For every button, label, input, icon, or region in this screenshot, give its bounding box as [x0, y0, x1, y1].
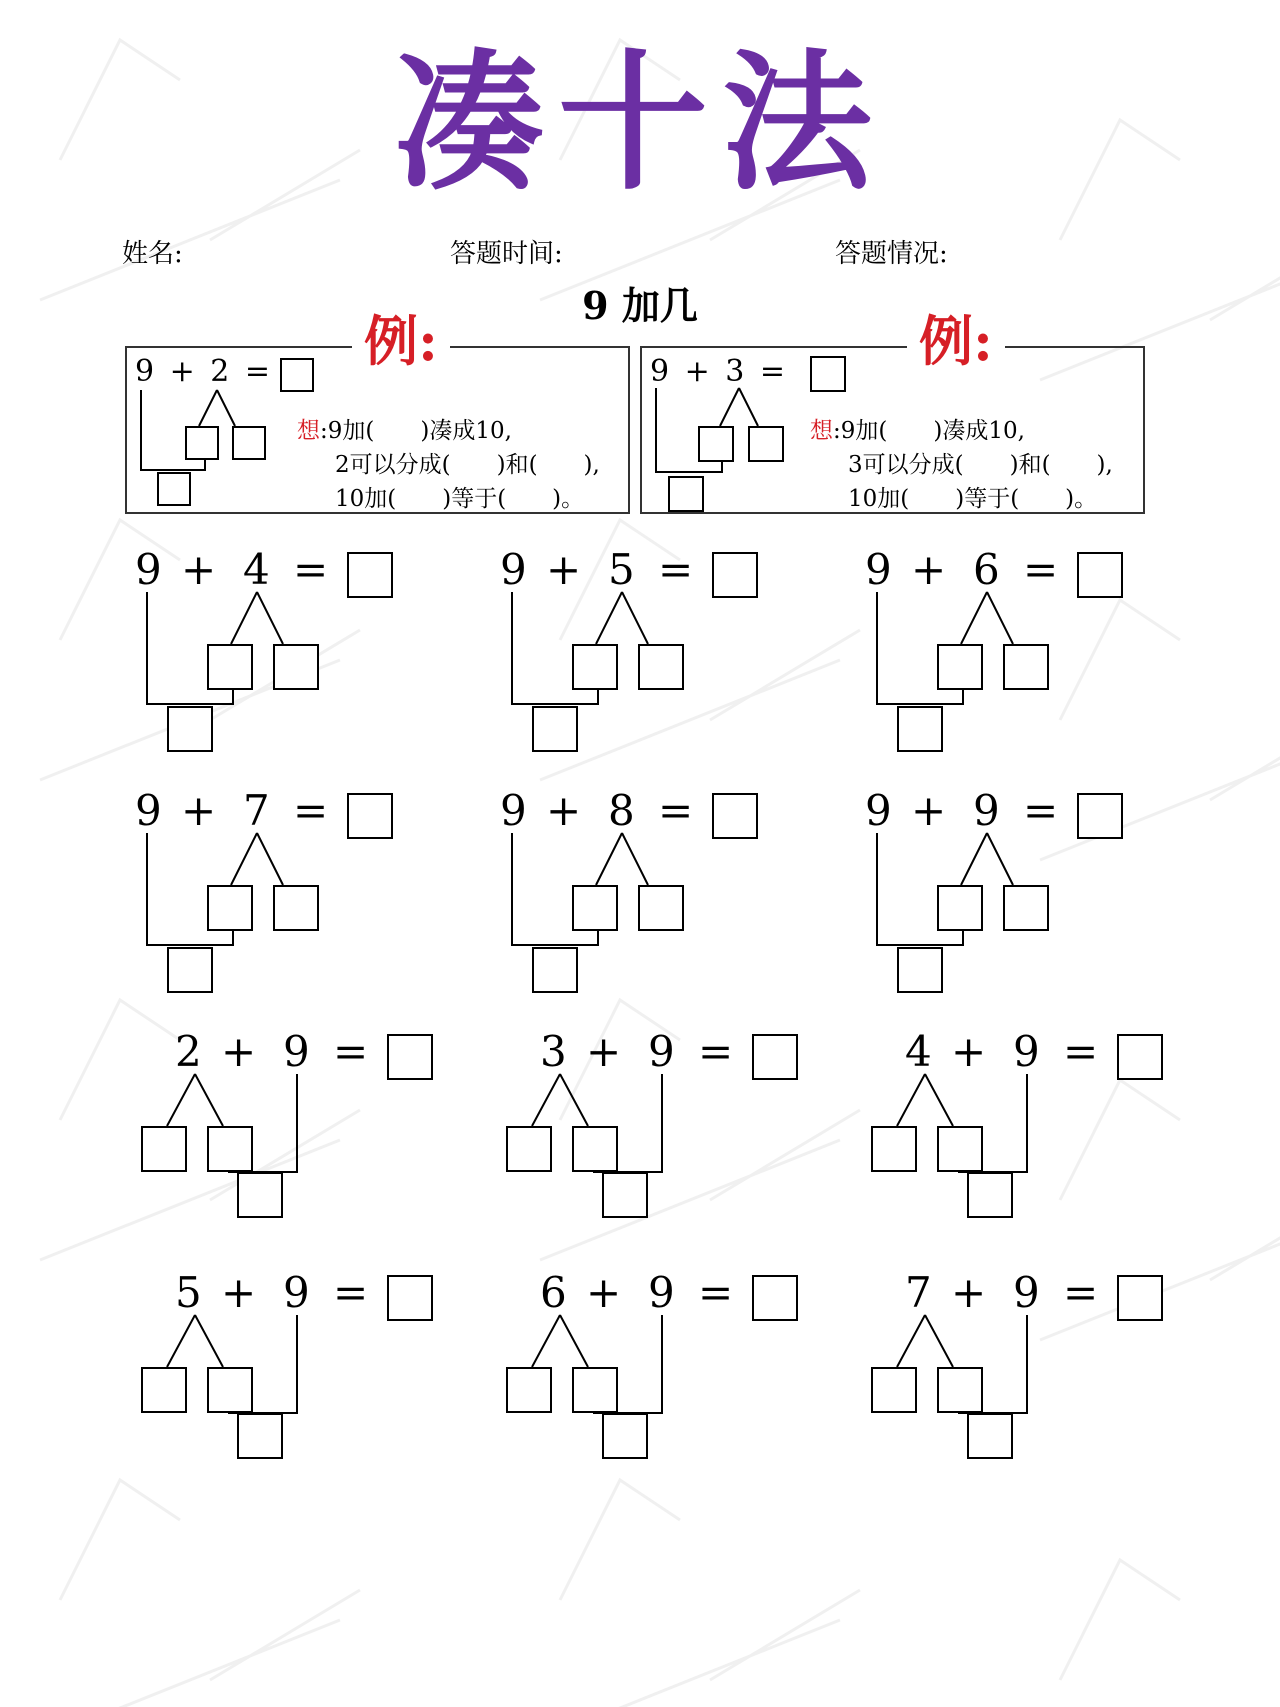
split-box-right[interactable] — [207, 1367, 253, 1413]
plus-sign: + — [911, 545, 947, 594]
split-box-left[interactable] — [572, 885, 618, 931]
sum-box[interactable] — [668, 476, 704, 512]
problem-6 — [855, 786, 1195, 1014]
problem-11 — [490, 1268, 830, 1496]
addend-a: 9 — [865, 545, 892, 594]
example-box-1 — [125, 309, 630, 514]
section-subtitle: 9 加几 — [582, 283, 698, 328]
equals-sign: = — [333, 1027, 369, 1076]
plus-sign: + — [546, 786, 582, 835]
example-think-line-3: 10加( )等于( )。 — [848, 486, 1098, 512]
example-think-line-2: 2可以分成( )和( ), — [335, 452, 600, 478]
problem-4 — [125, 786, 465, 1014]
sum-box[interactable] — [237, 1172, 283, 1218]
addend-b: 9 — [283, 1027, 310, 1076]
split-box-left[interactable] — [207, 885, 253, 931]
answer-time-label: 答题时间: — [450, 239, 563, 269]
split-box-right[interactable] — [937, 1367, 983, 1413]
split-box-left[interactable] — [506, 1126, 552, 1172]
addend-b: 8 — [608, 786, 635, 835]
split-box-left[interactable] — [871, 1126, 917, 1172]
answer-status-label: 答题情况: — [835, 239, 948, 269]
addend-a: 7 — [905, 1268, 932, 1317]
equals-sign: = — [1023, 786, 1059, 835]
problem-8 — [490, 1027, 830, 1255]
equals-sign: = — [333, 1268, 369, 1317]
addend-a: 3 — [540, 1027, 567, 1076]
sum-box[interactable] — [532, 706, 578, 752]
addend-b: 5 — [608, 545, 635, 594]
equals-sign: = — [293, 786, 329, 835]
split-box-left[interactable] — [185, 426, 219, 460]
sum-box[interactable] — [967, 1413, 1013, 1459]
addend-a: 6 — [540, 1268, 567, 1317]
plus-sign: + — [951, 1027, 987, 1076]
example-think-line-1: 想:9加( )凑成10, — [810, 418, 1025, 444]
split-box-left[interactable] — [506, 1367, 552, 1413]
plus-sign: + — [546, 545, 582, 594]
split-box-right[interactable] — [638, 885, 684, 931]
addend-b: 9 — [1013, 1027, 1040, 1076]
problem-9 — [855, 1027, 1195, 1255]
addend-a: 9 — [500, 786, 527, 835]
addend-a: 9 — [865, 786, 892, 835]
addend-a: 2 — [175, 1027, 202, 1076]
split-box-left[interactable] — [141, 1126, 187, 1172]
example-box-2 — [640, 309, 1145, 514]
problem-10 — [125, 1268, 465, 1496]
example-equation: 9 + 2 = — [135, 354, 271, 389]
split-box-right[interactable] — [572, 1126, 618, 1172]
sum-box[interactable] — [237, 1413, 283, 1459]
split-box-left[interactable] — [207, 644, 253, 690]
split-box-left[interactable] — [141, 1367, 187, 1413]
plus-sign: + — [951, 1268, 987, 1317]
plus-sign: + — [911, 786, 947, 835]
split-box-left[interactable] — [937, 644, 983, 690]
equals-sign: = — [698, 1268, 734, 1317]
split-box-right[interactable] — [572, 1367, 618, 1413]
split-box-left[interactable] — [698, 426, 734, 462]
addend-a: 9 — [135, 786, 162, 835]
problem-7 — [125, 1027, 465, 1255]
example-equation: 9 + 3 = — [650, 354, 786, 389]
plus-sign: + — [586, 1027, 622, 1076]
example-think-line-2: 3可以分成( )和( ), — [848, 452, 1113, 478]
split-box-right[interactable] — [1003, 644, 1049, 690]
example-think-line-1: 想:9加( )凑成10, — [297, 418, 512, 444]
plus-sign: + — [221, 1268, 257, 1317]
sum-box[interactable] — [602, 1172, 648, 1218]
sum-box[interactable] — [167, 947, 213, 993]
sum-box[interactable] — [897, 706, 943, 752]
problem-3 — [855, 545, 1195, 773]
split-box-right[interactable] — [937, 1126, 983, 1172]
split-box-right[interactable] — [1003, 885, 1049, 931]
addend-a: 5 — [175, 1268, 202, 1317]
example-badge: 例: — [352, 306, 450, 376]
sum-box[interactable] — [897, 947, 943, 993]
split-box-left[interactable] — [871, 1367, 917, 1413]
addend-b: 4 — [243, 545, 270, 594]
addend-b: 7 — [243, 786, 270, 835]
plus-sign: + — [181, 786, 217, 835]
sum-box[interactable] — [602, 1413, 648, 1459]
split-box-right[interactable] — [273, 885, 319, 931]
equals-sign: = — [293, 545, 329, 594]
addend-b: 9 — [648, 1268, 675, 1317]
example-think-line-3: 10加( )等于( )。 — [335, 486, 585, 512]
split-box-right[interactable] — [232, 426, 266, 460]
sum-box[interactable] — [967, 1172, 1013, 1218]
equals-sign: = — [1023, 545, 1059, 594]
equals-sign: = — [658, 545, 694, 594]
addend-b: 9 — [283, 1268, 310, 1317]
equals-sign: = — [698, 1027, 734, 1076]
split-box-right[interactable] — [207, 1126, 253, 1172]
addend-a: 9 — [135, 545, 162, 594]
split-box-right[interactable] — [638, 644, 684, 690]
name-label: 姓名: — [122, 239, 183, 269]
addend-b: 9 — [648, 1027, 675, 1076]
example-badge: 例: — [907, 306, 1005, 376]
sum-box[interactable] — [157, 472, 191, 506]
split-box-right[interactable] — [748, 426, 784, 462]
problem-12 — [855, 1268, 1195, 1496]
sum-box[interactable] — [532, 947, 578, 993]
split-box-right[interactable] — [273, 644, 319, 690]
plus-sign: + — [586, 1268, 622, 1317]
plus-sign: + — [181, 545, 217, 594]
problem-5 — [490, 786, 830, 1014]
problem-2 — [490, 545, 830, 773]
addend-b: 9 — [1013, 1268, 1040, 1317]
equals-sign: = — [658, 786, 694, 835]
sum-box[interactable] — [167, 706, 213, 752]
problem-1 — [125, 545, 465, 773]
equals-sign: = — [1063, 1027, 1099, 1076]
split-box-left[interactable] — [937, 885, 983, 931]
equals-sign: = — [1063, 1268, 1099, 1317]
addend-a: 9 — [500, 545, 527, 594]
addend-a: 4 — [905, 1027, 932, 1076]
plus-sign: + — [221, 1027, 257, 1076]
page-title: 凑十法 — [393, 35, 886, 211]
addend-b: 6 — [973, 545, 1000, 594]
split-box-left[interactable] — [572, 644, 618, 690]
addend-b: 9 — [973, 786, 1000, 835]
